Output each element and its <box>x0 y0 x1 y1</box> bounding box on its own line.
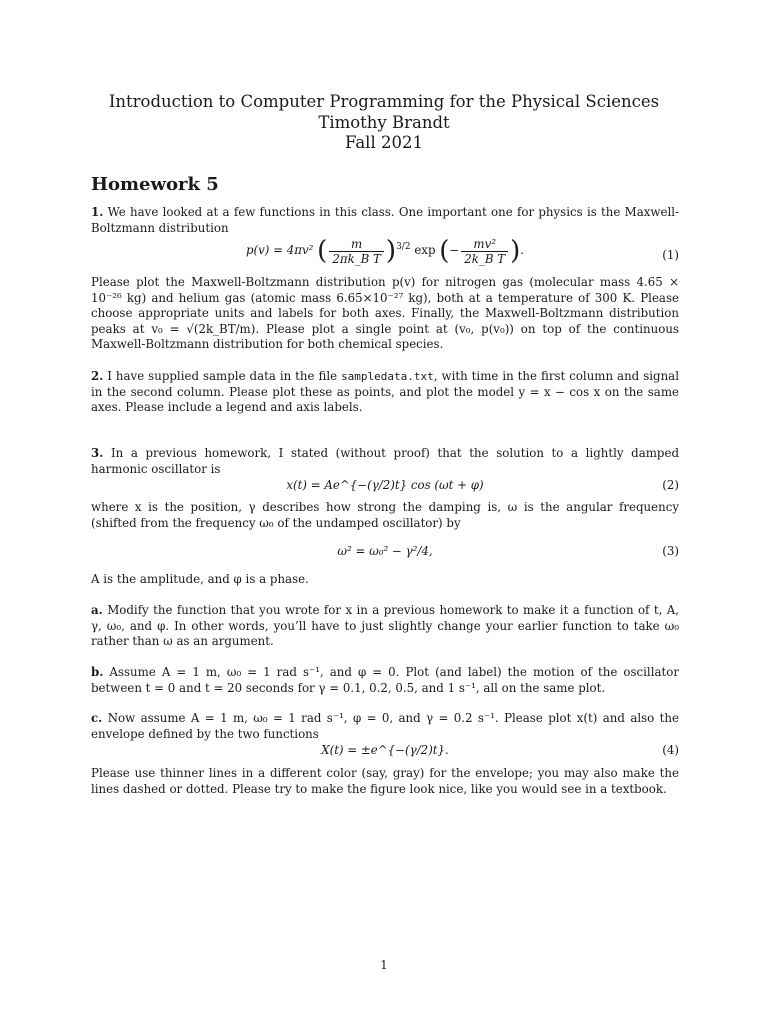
part-c-text: Now assume A = 1 m, ω₀ = 1 rad s⁻¹, φ = 0, and γ = 0.2 s⁻¹. Please plot x(t) and also the envelope defined by the two functions <box>91 711 679 741</box>
eq1-exponent: 3/2 <box>396 242 411 253</box>
equation-4 <box>91 743 679 761</box>
equation-2 <box>91 478 679 496</box>
problem-3-intro-text: In a previous homework, I stated (without proof) that the solution to a lightly damped harmonic oscillator is <box>91 446 679 476</box>
term: Fall 2021 <box>345 133 423 152</box>
equation-3 <box>91 544 679 562</box>
problem-1-intro <box>91 205 679 236</box>
eq1-minus: − <box>449 243 460 257</box>
part-a <box>91 603 679 650</box>
sample-data-filename: sampledata.txt <box>341 370 434 383</box>
eq4-body: X(t) = ±e^{−(γ/2)t}. <box>321 743 449 757</box>
eq1-fraction-1 <box>329 237 384 266</box>
course-title: Introduction to Computer Programming for the Physical Sciences <box>108 92 660 111</box>
eq3-body: ω² = ω₀² − γ²/4, <box>337 544 433 558</box>
eq1-frac1-num: m <box>351 236 363 251</box>
eq1-frac1-den: 2πk_B T <box>329 251 384 266</box>
eq1-lhs: p(v) = 4πv² <box>245 243 314 257</box>
problem-3-number: 3. <box>91 446 104 460</box>
part-b-text: Assume A = 1 m, ω₀ = 1 rad s⁻¹, and φ = 0. Plot (and label) the motion of the oscillator between t = 0 and t = 20 seconds for γ = 0.1, 0.2, 0.5, and 1 s⁻¹, all on the same plot. <box>91 665 679 695</box>
part-c-label: c. <box>91 711 103 725</box>
author-name: Timothy Brandt <box>318 113 450 132</box>
eq1-right-paren: ) <box>385 236 397 266</box>
problem-3-middle: where x is the position, γ describes how strong the damping is, ω is the angular frequency (shifted from the frequency ω₀ of the undamped oscillator) by <box>91 500 679 530</box>
eq1-exp: exp <box>414 243 436 257</box>
problem-2-number: 2. <box>91 369 104 383</box>
page-number: 1 <box>380 958 388 972</box>
eq1-period: . <box>520 243 525 257</box>
problem-2-text-before: I have supplied sample data in the file <box>107 369 338 383</box>
problem-2 <box>91 369 679 416</box>
part-b-label: b. <box>91 665 104 679</box>
equation-1 <box>91 236 679 276</box>
problem-3-after: A is the amplitude, and φ is a phase. <box>91 572 309 586</box>
part-c-closing: Please use thinner lines in a different color (say, gray) for the envelope; you may also make the lines dashed or dotted. Please try to make the figure look nice, like you would see in a textbook. <box>91 766 679 796</box>
problem-1-number: 1. <box>91 205 104 219</box>
part-a-text: Modify the function that you wrote for x in a previous homework to make it a function of t, A, γ, ω₀, and φ. In other words, you’ll have to just slightly change your earlier function to take ω₀ rather than ω as an argument. <box>91 603 680 648</box>
eq1-left-paren-2: ( <box>439 236 450 266</box>
part-b <box>91 665 679 696</box>
eq1-number: (1) <box>662 248 679 262</box>
eq1-right-paren-2: ) <box>510 236 521 266</box>
eq1-fraction-2 <box>461 237 508 266</box>
part-c <box>91 711 679 742</box>
part-a-label: a. <box>91 603 103 617</box>
eq1-left-paren: ( <box>317 236 328 266</box>
eq3-number: (3) <box>662 544 679 558</box>
eq1-frac2-den: 2k_B T <box>461 251 508 266</box>
eq4-number: (4) <box>662 743 679 757</box>
problem-1-intro-text: We have looked at a few functions in this class. One important one for physics is the Maxwell-Boltzmann distribution <box>91 205 680 235</box>
eq2-body: x(t) = Ae^{−(γ/2)t} cos (ωt + φ) <box>286 478 484 492</box>
problem-1-body: Please plot the Maxwell-Boltzmann distribution p(v) for nitrogen gas (molecular mass 4.65 × 10⁻²⁶ kg) and helium gas (atomic mass 6.65×10⁻²⁷ kg), both at a temperature of 300 K. Please choose appropriate units and labels for both axes. Finally, the Maxwell-Boltzmann distribution peaks at v₀ = √(2k_BT/m). Please plot a single point at (v₀, p(v₀)) on top of the continuous Maxwell-Boltzmann distribution for both chemical species. <box>91 275 679 351</box>
problem-3-intro <box>91 446 679 477</box>
eq1-frac2-num: mv² <box>473 236 497 251</box>
homework-title: Homework 5 <box>91 174 219 195</box>
problem-2-text-after: , with time in the first column and signal in the second column. Please plot these as points, and plot the model y = x − cos x on the same axes. Please include a legend and axis labels. <box>91 369 679 414</box>
eq2-number: (2) <box>662 478 679 492</box>
